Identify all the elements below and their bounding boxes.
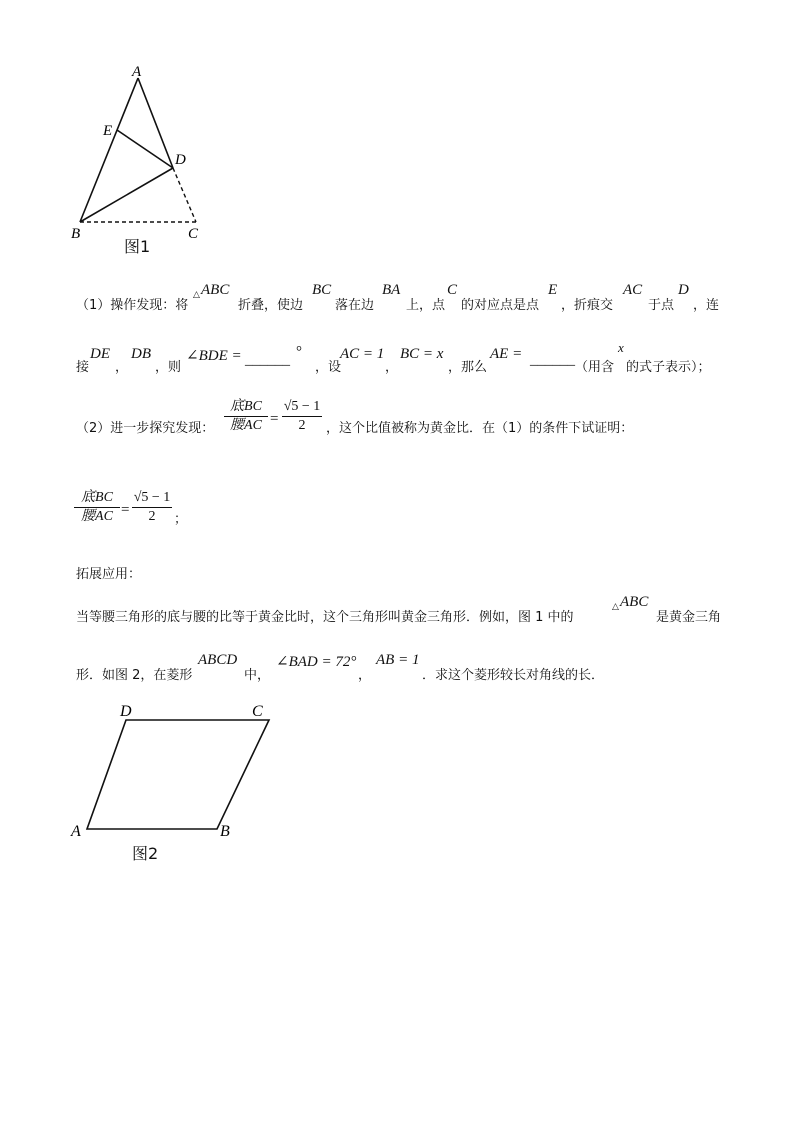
segment-dc-dashed [173, 168, 196, 222]
label-a: A [71, 823, 81, 840]
ext-math-angle-bad: ∠BAD = 72° [276, 654, 357, 670]
q1-l2-text-h: 的式子表示）； [626, 360, 711, 375]
q1-text-7: 于点 [648, 298, 675, 313]
math-db: DB [131, 346, 151, 362]
extension-title: 拓展应用： [76, 567, 142, 582]
extension-line-2 [0, 652, 800, 684]
label-d: D [175, 152, 186, 168]
question-2 [0, 395, 800, 455]
question-1-line-1 [0, 282, 800, 314]
math-bc: BC [312, 282, 332, 298]
q2-text-2: ，这个比值被称为黄金比．在（1）的条件下试证明： [326, 421, 634, 436]
q1-l2-text-b: ， [115, 360, 129, 375]
label-e: E [103, 123, 113, 139]
answer-blank-2: ______ [530, 352, 575, 368]
segment-ab [80, 78, 138, 222]
label-c: C [252, 703, 263, 720]
label-d: D [120, 703, 132, 720]
ext-math-ab-eq-1: AB = 1 [376, 652, 420, 668]
label-b: B [71, 226, 81, 242]
math-angle-bde: ∠BDE = [186, 348, 242, 364]
q1-l2-text-a: 接 [76, 360, 90, 375]
proof-expression [0, 490, 300, 540]
ext-triangle-symbol: △ [612, 602, 619, 612]
q2-fraction-rhs [282, 399, 322, 434]
segment-ed [117, 130, 173, 168]
proof-rhs-num: √5 − 1 [133, 490, 171, 505]
math-e: E [548, 282, 558, 298]
math-ac-eq-1: AC = 1 [340, 346, 385, 362]
segment-bd [80, 168, 173, 222]
q1-l2-text-c: ，则 [155, 360, 182, 375]
q1-text-5: 的对应点是点 [461, 298, 540, 313]
q1-text-6: ，折痕交 [561, 298, 614, 313]
proof-rhs-den: 2 [148, 509, 156, 524]
ext-text-2b: 中， [244, 668, 271, 683]
q1-text-2: 折叠，使边 [238, 298, 304, 313]
segment-ad [138, 78, 173, 168]
q2-text-1: （2）进一步探究发现： [76, 421, 215, 436]
label-b: B [220, 823, 230, 840]
figure-1-caption: 图1 [124, 237, 151, 256]
rhombus-abcd [87, 720, 269, 829]
q1-text-8: ，连 [693, 298, 720, 313]
ext-text-2d: ．求这个菱形较长对角线的长． [422, 668, 605, 683]
math-ba: BA [382, 282, 401, 298]
q2-frac-num: 底BC [230, 399, 262, 414]
math-c: C [447, 282, 458, 298]
q2-rhs-num: √5 − 1 [283, 399, 321, 414]
math-d: D [678, 282, 689, 298]
label-c: C [188, 226, 199, 242]
math-de: DE [90, 346, 110, 362]
figure-2 [60, 695, 280, 840]
q1-l2-text-e: ， [385, 360, 399, 375]
proof-fraction-lhs [74, 490, 120, 525]
q1-l2-text-f: ，那么 [448, 360, 488, 375]
ext-text-2a: 形．如图 2，在菱形 [76, 668, 193, 683]
q1-text-1: （1）操作发现：将 [76, 298, 189, 313]
label-a: A [132, 64, 142, 80]
ext-text-1b: 是黄金三角 [656, 610, 722, 625]
ext-math-abc: ABC [620, 594, 649, 610]
ext-text-2c: ， [358, 668, 372, 683]
ext-math-abcd: ABCD [198, 652, 238, 668]
proof-equals: = [121, 502, 130, 518]
math-ae: AE = [490, 346, 523, 362]
question-1-line-2 [0, 340, 800, 376]
ext-text-1a: 当等腰三角形的底与腰的比等于黄金比时，这个三角形叫黄金三角形．例如，图 1 中的 [76, 610, 574, 625]
proof-frac-den: 腰AC [81, 509, 113, 524]
degree-sign: ° [296, 344, 302, 360]
triangle-symbol: △ [193, 290, 200, 300]
q1-text-3: 落在边 [335, 298, 375, 313]
figure-2-caption: 图2 [132, 844, 159, 863]
math-ac: AC [623, 282, 643, 298]
q1-l2-text-d: ，设 [315, 360, 342, 375]
q2-rhs-den: 2 [298, 418, 306, 433]
q2-frac-den: 腰AC [230, 418, 262, 433]
math-bc-eq-x: BC = x [400, 346, 444, 362]
q2-equals: = [270, 411, 279, 427]
proof-fraction-rhs [132, 490, 172, 525]
q1-l2-text-g: （用含 [575, 360, 615, 375]
q1-text-4: 上，点 [406, 298, 446, 313]
proof-end: ； [174, 512, 188, 527]
q2-fraction-lhs [224, 399, 268, 434]
answer-blank-1: ______ [245, 352, 290, 368]
figure-1 [60, 55, 230, 255]
extension-line-1 [0, 594, 800, 626]
math-abc: ABC [201, 282, 230, 298]
math-x: x [618, 340, 624, 355]
proof-frac-num: 底BC [81, 490, 113, 505]
